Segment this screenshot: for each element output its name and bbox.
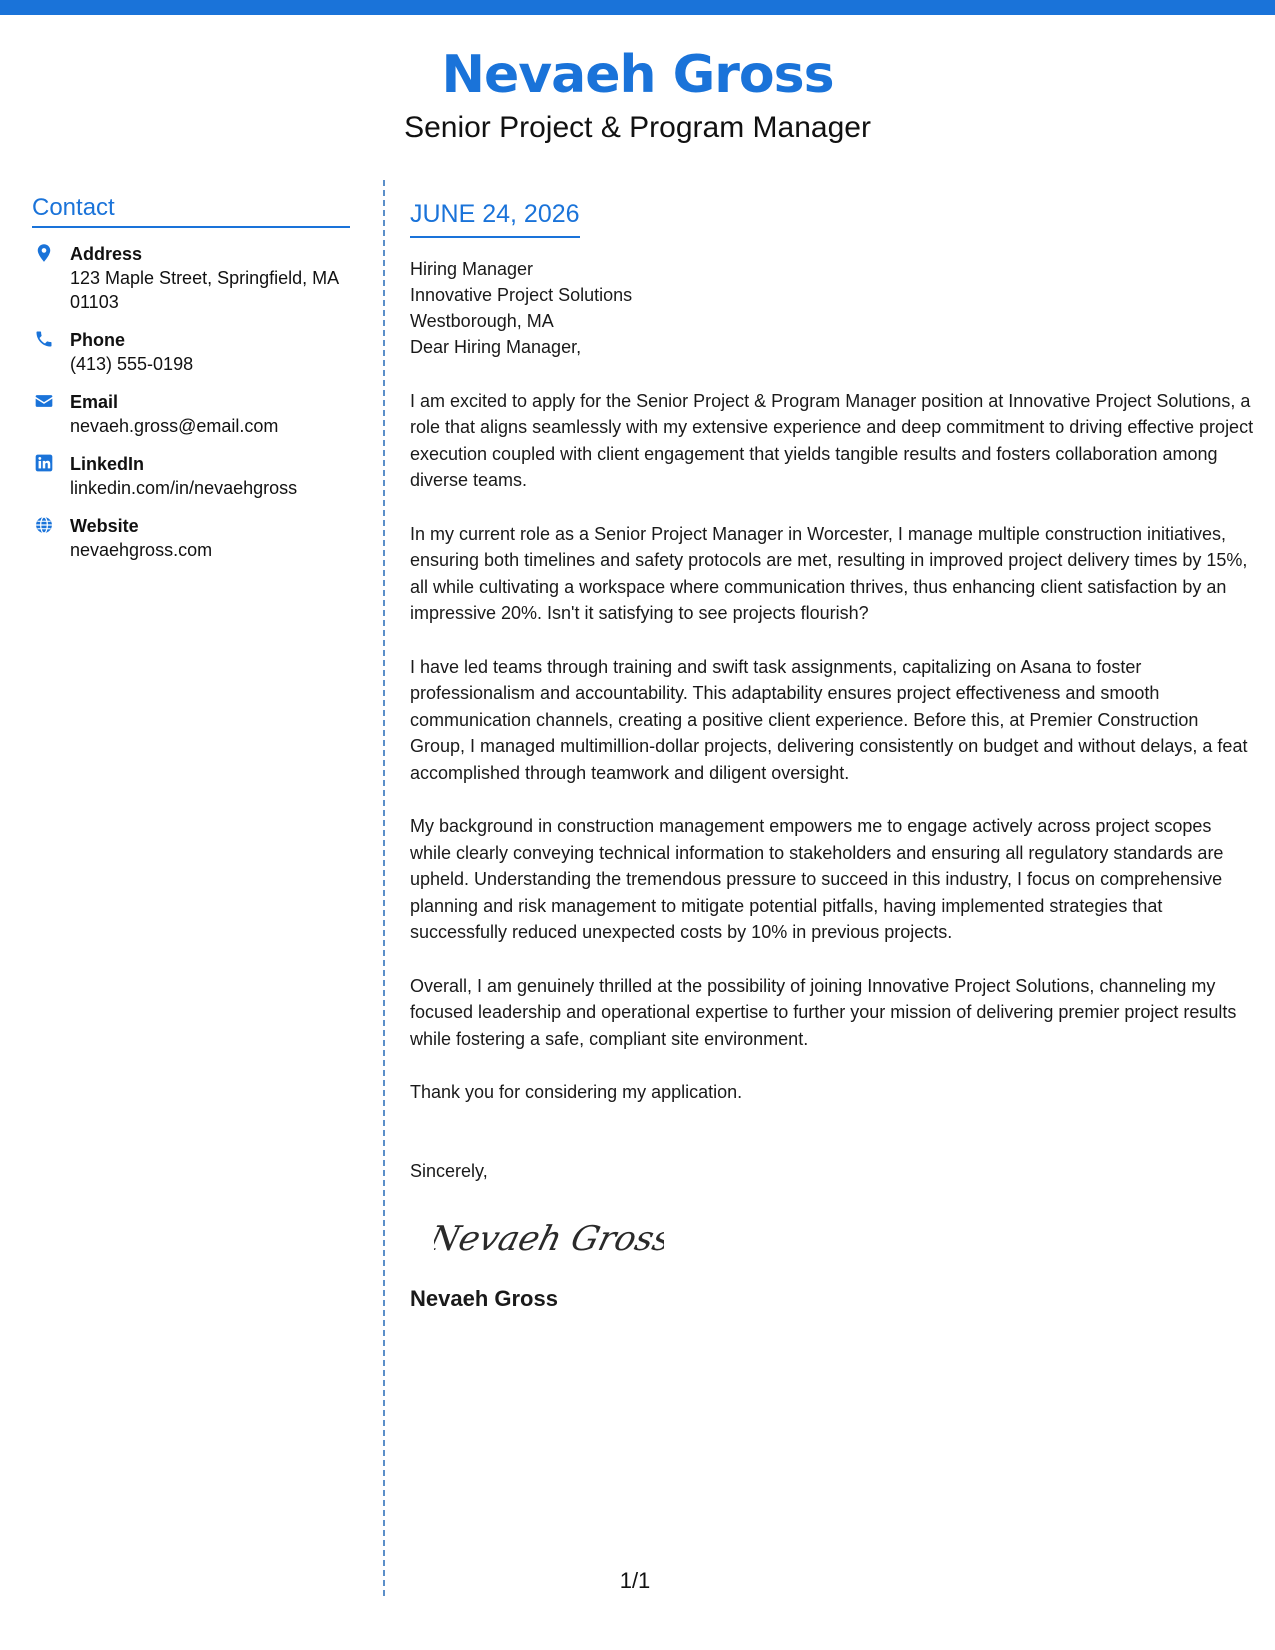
recipient-name: Hiring Manager (410, 259, 534, 279)
envelope-icon (34, 391, 54, 411)
contact-label: Phone (70, 330, 126, 350)
contact-sidebar (32, 194, 350, 576)
contact-item-email (32, 390, 350, 438)
salutation: Dear Hiring Manager, (410, 337, 582, 357)
linkedin-icon (34, 453, 54, 473)
recipient-block (410, 256, 1255, 334)
top-accent-bar (0, 0, 1275, 15)
applicant-name: Nevaeh Gross (441, 45, 834, 105)
contact-list (32, 242, 350, 562)
letter-paragraph: Overall, I am genuinely thrilled at the possibility of joining Innovative Project Solutions, channeling my focused leadership and operational expertise to further your mission of delivering premier project results while fostering a safe, compliant site environment. (410, 975, 1237, 1049)
contact-label: LinkedIn (70, 454, 145, 474)
letter-paragraph: My background in construction management empowers me to engage actively across project scopes while clearly conveying technical information to stakeholders and ensuring all regulatory standards are upheld. Understanding the tremendous pressure to succeed in this industry, I focus on comprehensive planning and risk management to mitigate potential pitfalls, having implemented strategies that successfully reduced unexpected costs by 10% in previous projects. (410, 816, 1224, 942)
letter-paragraph: In my current role as a Senior Project Manager in Worcester, I manage multiple construction initiatives, ensuring both timelines and safety protocols are met, resulting in improved project delivery times by 15%, all while cultivating a workspace where communication thrives, thus enhancing client satisfaction by an impressive 20%. Isn't it satisfying to see projects flourish? (410, 523, 1248, 623)
recipient-company: Innovative Project Solutions (410, 285, 633, 305)
signature-text: Nevaeh Gross (434, 1218, 664, 1259)
contact-label: Address (70, 244, 143, 264)
header (0, 40, 1275, 148)
column-divider (383, 180, 385, 1596)
closing: Sincerely, (410, 1160, 488, 1181)
handwritten-signature (434, 1206, 664, 1266)
job-title: Senior Project & Program Manager (404, 111, 871, 144)
contact-label: Website (70, 516, 139, 536)
contact-item-linkedin (32, 452, 350, 500)
letter-paragraph: I am excited to apply for the Senior Project & Program Manager position at Innovative Project Solutions, a role that aligns seamlessly with my extensive experience and deep commitment to driving effective project execution coupled with client engagement that yields tangible results and fosters collaboration among diverse teams. (410, 390, 1254, 490)
contact-item-address (32, 242, 350, 314)
globe-icon (34, 515, 54, 535)
phone-value: (413) 555-0198 (70, 354, 194, 374)
address-value: 123 Maple Street, Springfield, MA 01103 (70, 268, 339, 312)
phone-icon (34, 329, 54, 349)
contact-heading: Contact (32, 194, 350, 228)
contact-item-website (32, 514, 350, 562)
linkedin-value: linkedin.com/in/nevaehgross (70, 478, 298, 498)
signer-name: Nevaeh Gross (410, 1285, 558, 1311)
map-pin-icon (34, 243, 54, 263)
letter-paragraph: I have led teams through training and swift task assignments, capitalizing on Asana to foster professionalism and accountability. This adaptability ensures project effectiveness and smooth communication channels, creating a positive client experience. Before this, at Premier Construction Group, I managed multimillion-dollar projects, delivering consistently on budget and without delays, a feat accomplished through teamwork and diligent oversight. (410, 656, 1248, 783)
website-value: nevaehgross.com (70, 540, 213, 560)
letter-body (410, 198, 1255, 1313)
page-number: 1/1 (619, 1568, 651, 1593)
recipient-location: Westborough, MA (410, 311, 554, 331)
letter-date: JUNE 24, 2026 (410, 198, 580, 238)
contact-item-phone (32, 328, 350, 376)
letter-paragraph: Thank you for considering my application. (410, 1082, 743, 1102)
contact-label: Email (70, 392, 119, 412)
letter-content (410, 334, 1255, 1106)
email-value: nevaeh.gross@email.com (70, 416, 279, 436)
